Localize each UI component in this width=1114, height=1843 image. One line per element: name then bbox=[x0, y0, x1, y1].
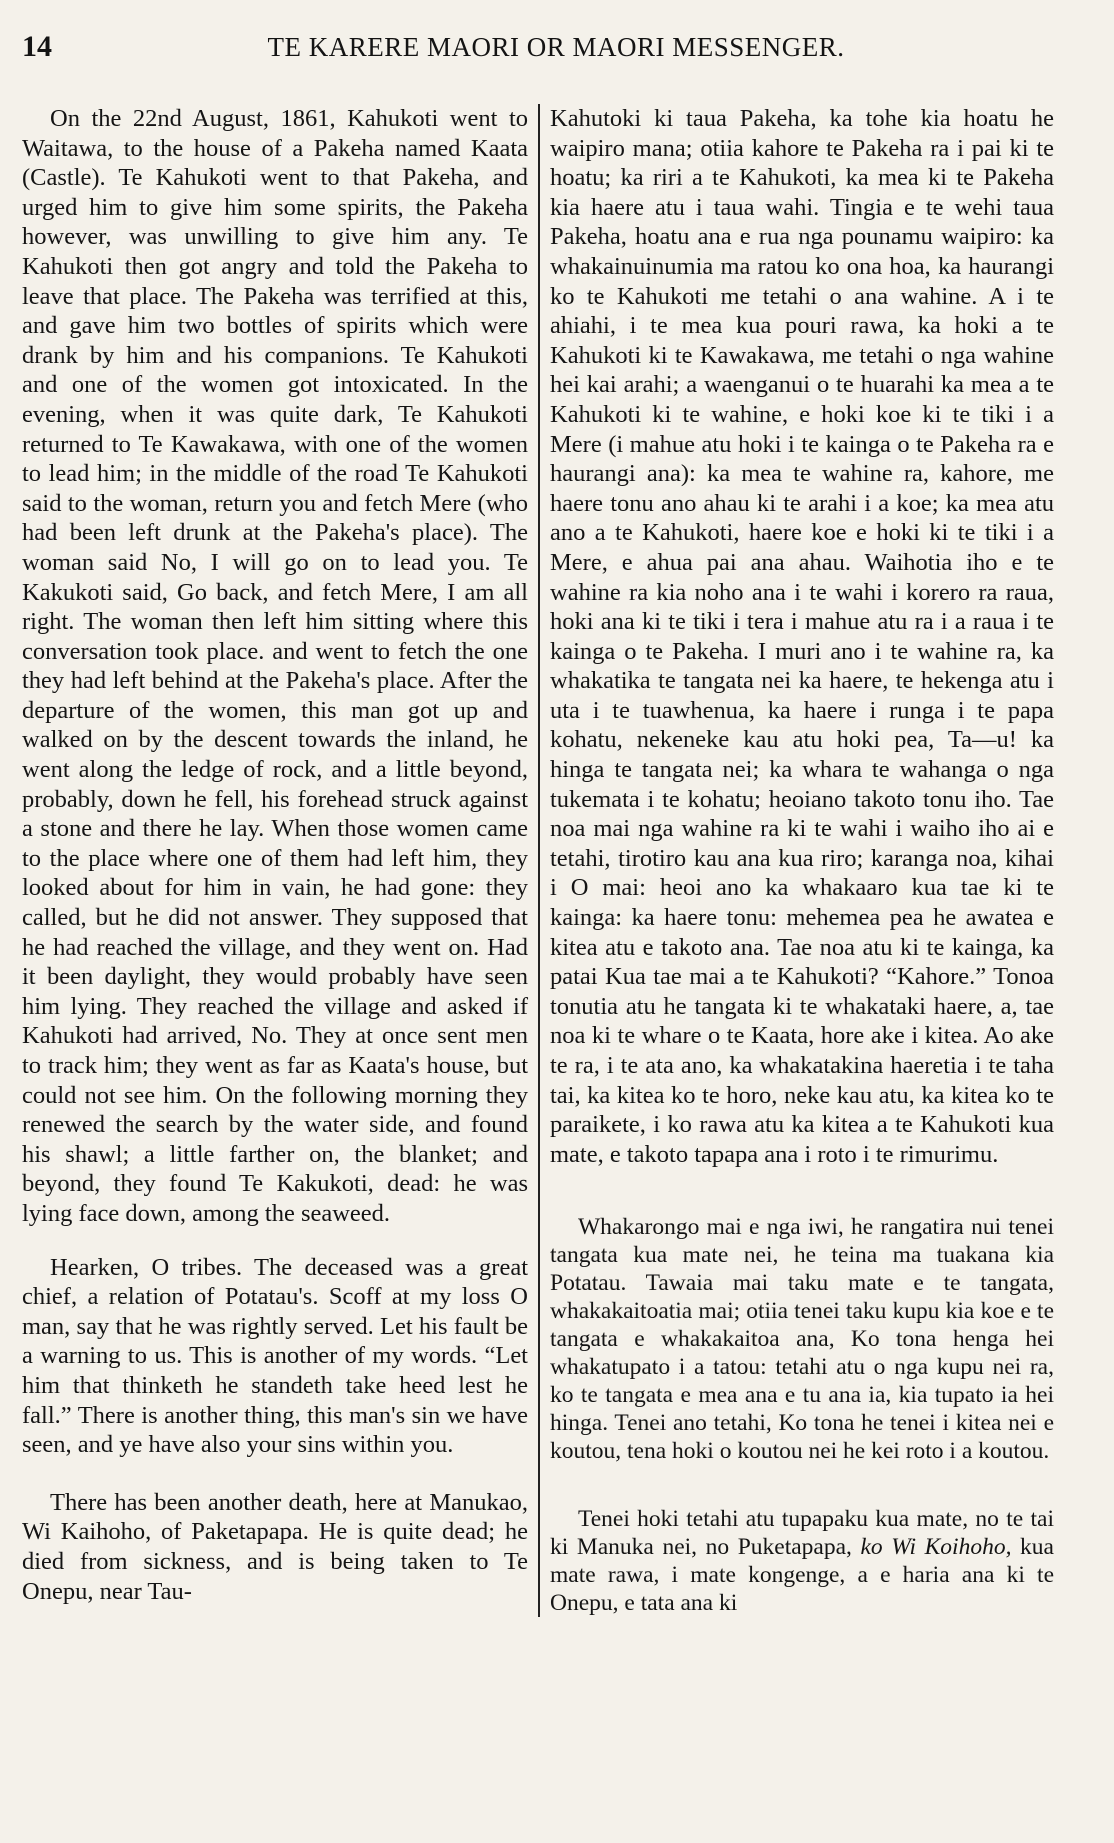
maori-paragraph-3-text-a: Tenei hoki tetahi atu tupapaku kua mate, no te tai ki Manuka nei, no Puketapapa, bbox=[550, 1506, 1054, 1561]
maori-paragraph-3-text-b: kua mate rawa, i mate kongenge, a e haria ana ki te Onepu, e tata ana ki bbox=[550, 1534, 1054, 1617]
maori-column bbox=[538, 104, 1054, 1617]
english-column bbox=[22, 104, 538, 1617]
maori-paragraph-3 bbox=[550, 1505, 1054, 1617]
page-header bbox=[22, 30, 1100, 82]
maori-paragraph-2: Whakarongo mai e nga iwi, he rangatira nui tenei tangata kua mate nei, he teina ma tuakana kia Potatau. Tawaia mai taku mate e te tangata, whakakaitoatia mai; otiia tenei taku kupu kia koe e te tangata e whakakaitoa ana, Ko tona henga hei whakatupato i a tatou: tetahi atu o nga kupu nei ra, ko te tangata e mea ana e tu ana ia, kia tupato ia hei hinga. Tenei ano tetahi, Ko tona he tenei i kitea nei e koutou, tena hoki o koutou nei he kei roto i a koutou. bbox=[550, 1214, 1054, 1465]
english-paragraph-1: On the 22nd August, 1861, Kahukoti went to Waitawa, to the house of a Pakeha named Kaata (Castle). Te Kahukoti went to that Pakeha, and urged him to give him some spirits, the Pakeha however, was unwilling to give him any. Te Kahukoti then got angry and told the Pakeha to leave that place. The Pakeha was terrified at this, and gave him two bottles of spirits which were drank by him and his companions. Te Kahukoti and one of the women got intoxicated. In the evening, when it was quite dark, Te Kahukoti returned to Te Kawakawa, with one of the women to lead him; in the middle of the road Te Kahukoti said to the woman, return you and fetch Mere (who had been left drunk at the Pakeha's place). The woman said No, I will go on to lead you. Te Kakukoti said, Go back, and fetch Mere, I am all right. The woman then left him sitting where this conversation took place. and went to fetch the one they had left behind at the Pakeha's place. After the departure of the women, this man got up and walked on by the descent towards the inland, he went along the ledge of rock, and a little beyond, probably, down he fell, his forehead struck against a stone and there he lay. When those women came to the place where one of them had left him, they looked about for him in vain, he had gone: they called, but he did not answer. They supposed that he had reached the village, and they went on. Had it been daylight, they would probably have seen him lying. They reached the village and asked if Kahukoti had arrived, No. They at once sent men to track him; they went as far as Kaata's house, but could not see him. On the following morning they renewed the search by the water side, and found his shawl; a little farther on, the blanket; and beyond, they found Te Kakukoti, dead: he was lying face down, among the seaweed. bbox=[22, 105, 528, 1227]
english-paragraph-3: There has been another death, here at Manukao, Wi Kaihoho, of Paketapapa. He is quite dead; he died from sickness, and is being taken to Te Onepu, near Tau- bbox=[22, 1488, 528, 1605]
running-title: TE KARERE MAORI OR MAORI MESSENGER. bbox=[267, 32, 845, 62]
page-number: 14 bbox=[22, 30, 52, 63]
two-column-body bbox=[22, 104, 1100, 1617]
english-paragraph-2: Hearken, O tribes. The deceased was a great chief, a relation of Potatau's. Scoff at my loss O man, say that he was rightly served. Let his fault be a warning to us. This is another of my words. “Let him that thinketh he standeth take heed lest he fall.” There is another thing, this man's sin we have seen, and ye have also your sins within you. bbox=[22, 1253, 528, 1459]
maori-paragraph-1: Kahutoki ki taua Pakeha, ka tohe kia hoatu he waipiro mana; otiia kahore te Pakeha ra i pai ki te hoatu; ka riri a te Kahukoti, ka mea ki te Pakeha kia haere atu i taua wahi. Tingia e te wehi taua Pakeha, hoatu ana e rua nga pounamu waipiro: ka whakainuinumia ma ratou ko ona hoa, ka haurangi ko te Kahukoti me tetahi o ana wahine. A i te ahiahi, i te mea kua pouri rawa, ka hoki a te Kahukoti ki te Kawakawa, me tetahi o nga wahine hei kai arahi; a waenganui o te huarahi ka mea a te Kahukoti ki te wahine, e hoki koe ki te tiki i a Mere (i mahue atu hoki i te kainga o te Pakeha ra e haurangi ana): ka mea te wahine ra, kahore, me haere tonu ano ahau ki te arahi i a koe; ka mea atu ano a te Kahukoti, haere koe e hoki ki te tiki i a Mere, e ahua pai ana ahau. Waihotia iho e te wahine ra kia noho ana i te wahi i korero ra raua, hoki ana ki te tiki i tera i mahue atu ra i a raua i te kainga o te Pakeha. I muri ano i te wahine ra, ka whakatika te tangata nei ka haere, te hekenga atu i uta i te tuawhenua, ka haere i runga i te papa kohatu, nekeneke kau atu hoki pea, Ta—u! ka hinga te tangata nei; ka whara te wahanga o nga tukemata i te kohatu; heoiano takoto tonu iho. Tae noa mai nga wahine ra ki te wahi i waiho iho ai e tetahi, tirotiro kau ana kua riro; karanga noa, kihai i O mai: heoi ano ka whakaaro kua tae ki te kainga: ka haere tonu: mehemea pea he awatea e kitea atu e takoto ana. Tae noa atu ki te kainga, ka patai Kua tae mai a te Kahukoti? “Kahore.” Tonoa tonutia atu he tangata ki te whakataki haere, a, tae noa ki te whare o te Kaata, hore ake i kitea. Ao ake te ra, i te ata ano, ka whakatakina haeretia i te taha tai, ka kitea ko te horo, neke kau atu, ka kitea ko te paraikete, i ko rawa atu ka kitea a te Kahukoti kua mate, e takoto tapapa ana i roto i te rimurimu. bbox=[550, 105, 1054, 1168]
maori-paragraph-3-italic-name: ko Wi Koihoho, bbox=[860, 1534, 1012, 1561]
